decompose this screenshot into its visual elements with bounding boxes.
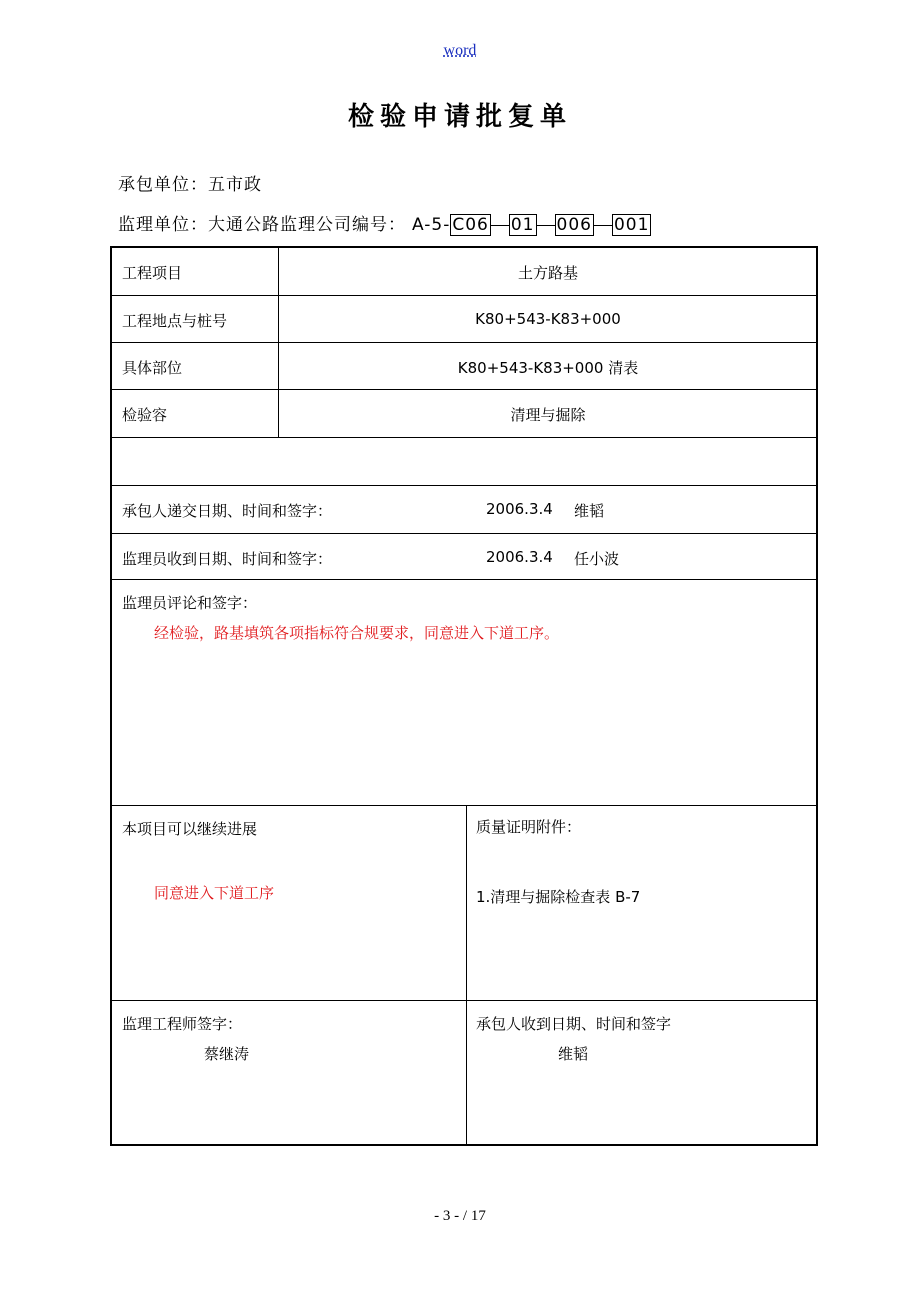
inspection-form-table [110, 246, 818, 1146]
number-part-1: C06 [452, 215, 489, 235]
number-part-2: 01 [510, 215, 535, 235]
engineer-label: 监理工程师签字： [122, 1015, 243, 1033]
number-dash [491, 225, 509, 226]
row-part [112, 343, 816, 390]
column-divider [466, 1001, 467, 1146]
column-divider [278, 248, 279, 295]
row-comment [112, 580, 816, 806]
column-divider [278, 390, 279, 437]
attachment-item: 1.清理与掘除检查表 B-7 [476, 888, 641, 906]
row-value: 清理与掘除 [510, 406, 586, 424]
number-dash [594, 225, 612, 226]
supervisor-line [118, 210, 651, 236]
row-content [112, 390, 816, 438]
attachments-label: 质量证明附件： [476, 818, 582, 836]
number-label: 编号： [352, 215, 406, 235]
proceed-text: 同意进入下道工序 [154, 884, 275, 902]
row-label: 工程地点与桩号 [122, 312, 228, 330]
number-prefix: A-5- [412, 215, 451, 235]
comment-text: 经检验，路基填筑各项指标符合规要求，同意进入下道工序。 [154, 624, 560, 642]
number-part-3: 006 [556, 215, 592, 235]
submit-name: 维韬 [574, 502, 605, 520]
row-label: 检验容 [122, 406, 168, 424]
contractor-line [118, 170, 262, 195]
row-signatures [112, 1001, 816, 1146]
row-blank [112, 438, 816, 486]
submit-date: 2006.3.4 [486, 500, 553, 518]
contractor-receipt-signature: 维韬 [558, 1045, 589, 1063]
column-divider [466, 806, 467, 1000]
contractor-receipt-label: 承包人收到日期、时间和签字 [476, 1015, 672, 1033]
row-project [112, 248, 816, 296]
row-value: K80+543-K83+000 清表 [457, 359, 639, 377]
column-divider [278, 296, 279, 342]
contractor-label: 承包单位： [118, 175, 208, 195]
number-dash [537, 225, 555, 226]
row-label: 工程项目 [122, 264, 183, 282]
row-value: 土方路基 [517, 264, 578, 282]
row-label: 具体部位 [122, 359, 183, 377]
row-proceed-attachments [112, 806, 816, 1001]
supervisor-label: 监理单位： [118, 215, 208, 235]
page-title: 检验申请批复单 [347, 102, 572, 132]
received-date: 2006.3.4 [486, 548, 553, 566]
engineer-signature: 蔡继涛 [204, 1045, 250, 1063]
submit-label: 承包人递交日期、时间和签字： [122, 502, 333, 520]
row-location [112, 296, 816, 343]
row-received [112, 534, 816, 580]
row-submit [112, 486, 816, 534]
contractor-value: 五市政 [208, 175, 262, 195]
column-divider [278, 343, 279, 389]
header-word-link[interactable]: word [443, 42, 477, 59]
number-part-4: 001 [613, 215, 650, 235]
page-number: - 3 - / 17 [434, 1208, 486, 1224]
received-name: 任小波 [574, 550, 620, 568]
proceed-label: 本项目可以继续进展 [122, 820, 258, 838]
received-label: 监理员收到日期、时间和签字： [122, 550, 333, 568]
supervisor-value: 大通公路监理公司 [208, 215, 352, 235]
comment-label: 监理员评论和签字： [122, 594, 258, 612]
row-value: K80+543-K83+000 [475, 310, 621, 328]
